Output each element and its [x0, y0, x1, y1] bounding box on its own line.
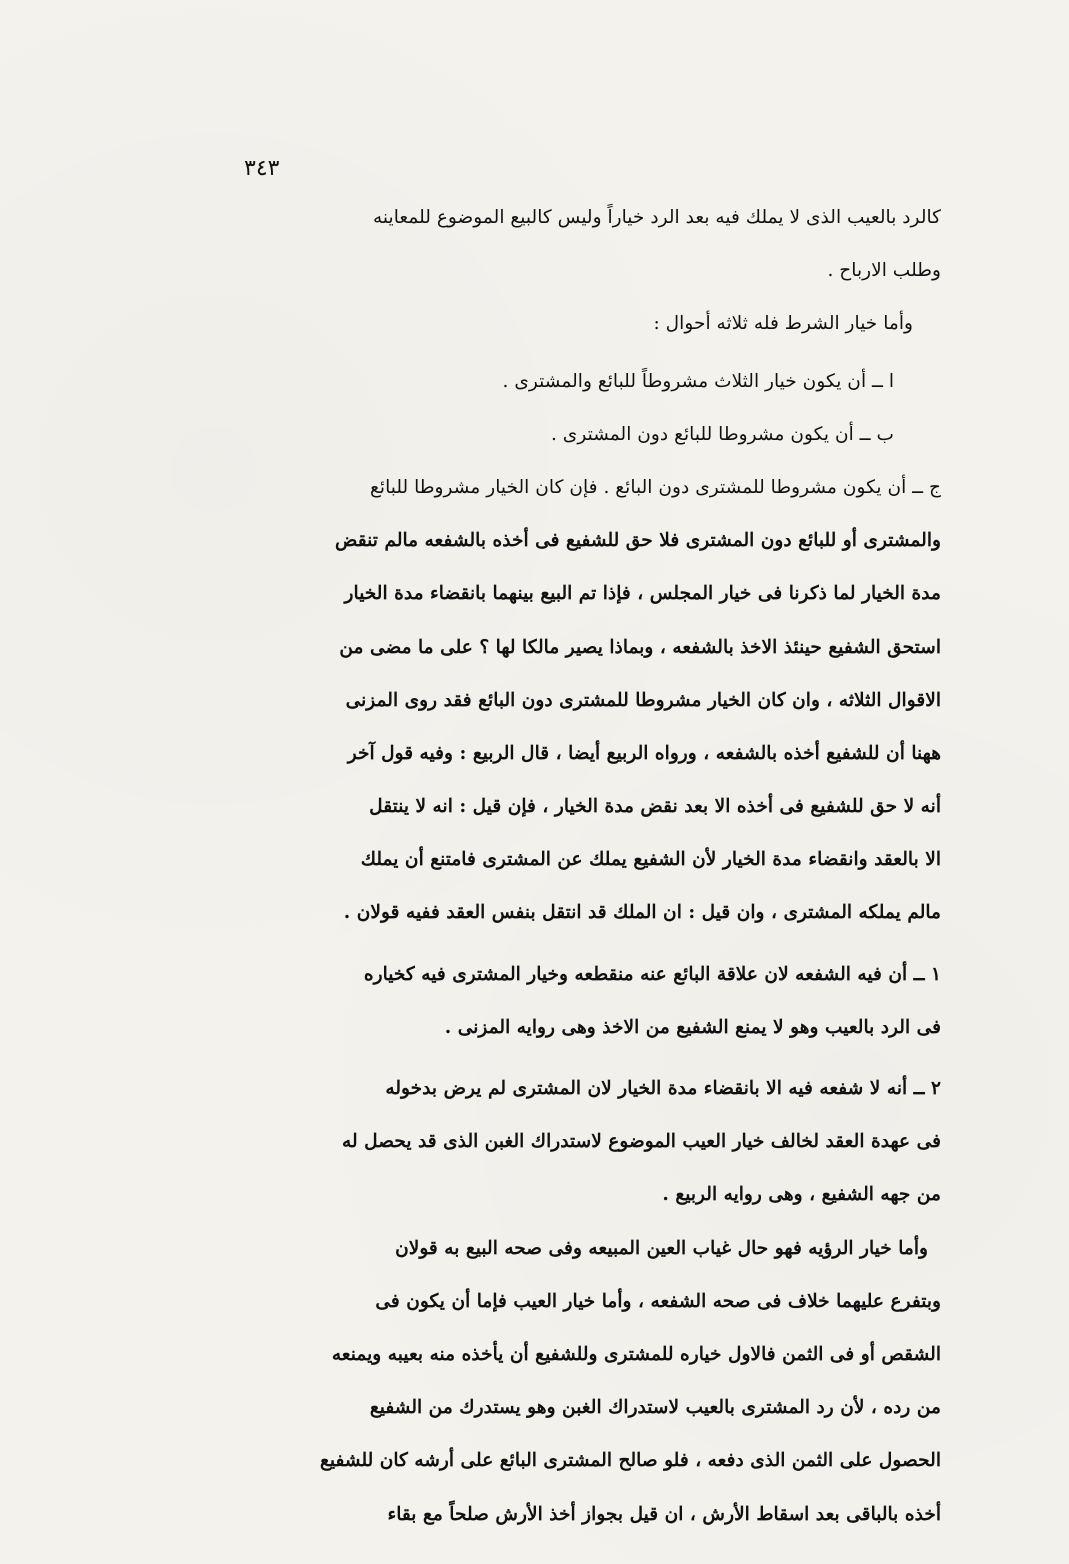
text-line-15: ١ ــ أن فيه الشفعه لان علاقة البائع عنه منقطعه وخيار المشترى فيه كخياره	[363, 963, 941, 985]
text-line-25: أخذه بالباقى بعد اسقاط الأرش ، ان قيل بجواز أخذ الأرش صلحاً مع بقاء	[387, 1503, 941, 1525]
text-line-20: وأما خيار الرؤيه فهو حال غياب العين المبيعه وفى صحه البيع به قولان	[395, 1237, 928, 1259]
text-line-22: الشقص أو فى الثمن فالاول خياره للمشترى وللشفيع أن يأخذه منه بعيبه ويمنعه	[331, 1343, 941, 1365]
text-line-9: استحق الشفيع حينئذ الاخذ بالشفعه ، وبماذا يصير مالكا لها ؟ على ما مضى من	[339, 636, 941, 658]
text-line-7: والمشترى أو للبائع دون المشترى فلا حق للشفيع فى أخذه بالشفعه مالم تنقض	[335, 530, 941, 552]
text-line-23: من رده ، لأن رد المشترى بالعيب لاستدراك الغبن وهو يستدرك من الشفيع	[369, 1397, 941, 1419]
text-line-8: مدة الخيار لما ذكرنا فى خيار المجلس ، فإذا تم البيع بينهما بانقضاء مدة الخيار	[344, 583, 941, 605]
text-line-17: ٢ ــ أنه لا شفعه فيه الا بانقضاء مدة الخيار لان المشترى لم يرض بدخوله	[385, 1078, 941, 1099]
arabic-text-block	[226, 191, 941, 1541]
text-line-3: وأما خيار الشرط فله ثلاثه أحوال :	[653, 313, 913, 335]
text-line-4: ا ــ أن يكون خيار الثلاث مشروطاً للبائع والمشترى .	[502, 370, 894, 392]
text-line-18: فى عهدة العقد لخالف خيار العيب الموضوع لاستدراك الغبن الذى قد يحصل له	[342, 1131, 941, 1153]
text-line-21: وبتفرع عليهما خلاف فى صحه الشفعه ، وأما خيار العيب فإما أن يكون فى	[375, 1290, 941, 1312]
text-line-16: فى الرد بالعيب وهو لا يمنع الشفيع من الاخذ وهى روايه المزنى .	[444, 1016, 941, 1038]
text-line-14: مالم يملكه المشترى ، وان قيل : ان الملك قد انتقل بنفس العقد ففيه قولان .	[343, 902, 941, 924]
text-line-19: من جهه الشفيع ، وهى روايه الربيع .	[662, 1184, 941, 1206]
text-line-12: أنه لا حق للشفيع فى أخذه الا بعد نقض مدة الخيار ، فإن قيل : انه لا ينتقل	[369, 796, 941, 818]
text-line-5: ب ــ أن يكون مشروطا للبائع دون المشترى .	[550, 423, 894, 445]
text-line-1: كالرد بالعيب الذى لا يملك فيه بعد الرد خياراً وليس كالبيع الموضوع للمعاينه	[372, 207, 941, 228]
text-line-24: الحصول على الثمن الذى دفعه ، فلو صالح المشترى البائع على أرشه كان للشفيع	[319, 1450, 941, 1472]
text-line-10: الاقوال الثلاثه ، وان كان الخيار مشروطا للمشترى دون البائع فقد روى المزنى	[345, 689, 941, 711]
text-line-13: الا بالعقد وانقضاء مدة الخيار لأن الشفيع يملك عن المشترى فامتنع أن يملك	[360, 849, 941, 871]
text-line-2: وطلب الارباح .	[827, 260, 941, 282]
page-number: ٣٤٣	[244, 156, 280, 181]
text-line-6: ج ــ أن يكون مشروطا للمشترى دون البائع . فإن كان الخيار مشروطا للبائع	[370, 476, 941, 498]
text-line-11: ههنا أن للشفيع أخذه بالشفعه ، ورواه الربيع أيضا ، قال الربيع : وفيه قول آخر	[347, 742, 941, 764]
